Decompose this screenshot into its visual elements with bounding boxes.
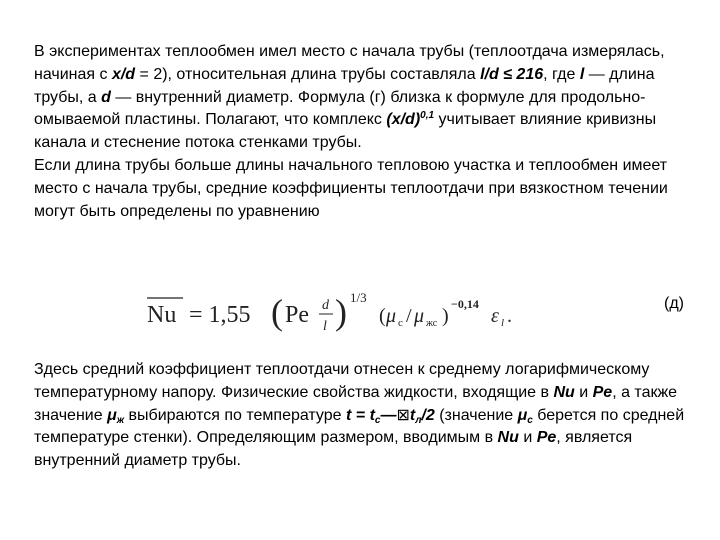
- term-nu: Nu: [553, 383, 575, 401]
- text-run: — внутренний диаметр. Формула (г) близка к формуле для продольно-омываемой пластины. Полагают, что комплекс: [34, 88, 646, 129]
- term-le-216: ≤ 216: [498, 65, 544, 83]
- text-run: (значение: [434, 406, 518, 424]
- text-run: учитывает влияние кривизны канала и стеснение потока стенками трубы.: [34, 111, 657, 152]
- missing-glyph-box: ⊠: [396, 406, 410, 424]
- left-paren-mu: (: [379, 305, 386, 327]
- text-run: выбираются по температуре: [124, 406, 346, 424]
- paragraph-experiments: [34, 41, 702, 155]
- text-run: и: [518, 429, 537, 447]
- right-paren-mu: ): [442, 305, 449, 327]
- text-run: = 2), относительная длина трубы составляла: [135, 65, 481, 83]
- term-l-over-d: l/d: [480, 65, 499, 83]
- mu-c-subscript: c: [398, 317, 403, 329]
- mu-c-subscript: c: [527, 414, 533, 426]
- text-run: берется по средней температуре стенки). Определяющим размером, вводимым в: [34, 406, 685, 447]
- text-run: и: [574, 383, 593, 401]
- term-t-equals: t = t: [346, 406, 375, 424]
- text-run: , где: [543, 65, 580, 83]
- term-l: l: [579, 65, 585, 83]
- text-run: Здесь средний коэффициент теплоотдачи отнесен к среднему логарифмическому температурному напору. Физические свойства жидкости, входящие в: [34, 361, 650, 401]
- term-div-2: /2: [421, 406, 435, 424]
- equation-graphic: [145, 288, 565, 338]
- equation-label: (д): [664, 295, 684, 312]
- equals-coefficient: = 1,55: [189, 302, 251, 328]
- term-x-over-d: x/d: [111, 65, 136, 83]
- term-t-l: t: [409, 406, 416, 424]
- fraction-denominator: l: [323, 319, 327, 334]
- slash: /: [406, 305, 412, 327]
- t-subscript-c: c: [374, 414, 381, 426]
- term-mu: μ: [107, 406, 117, 424]
- equation-d: [145, 288, 565, 338]
- text-block-explanation: [34, 359, 702, 473]
- mu-zh-symbol: μ: [414, 305, 425, 327]
- mu-c-symbol: μ: [386, 305, 397, 327]
- fraction-numerator: d: [322, 298, 329, 313]
- term-d: d: [101, 88, 111, 106]
- left-paren: (: [271, 292, 283, 332]
- nu-symbol: Nu: [147, 302, 177, 328]
- paragraph-explanation: [34, 359, 702, 473]
- text-run: , а также значение: [34, 383, 678, 424]
- text-run: В экспериментах теплообмен имел место с начала трубы (теплоотдача измерялась, начиная с: [34, 43, 665, 83]
- exponent-one-third: 1/3: [350, 290, 367, 305]
- exponent-neg-014: −0,14: [451, 297, 479, 311]
- text-run: — длина трубы, а: [34, 65, 655, 106]
- formula-period: .: [507, 305, 512, 327]
- term-complex: (x/d): [386, 111, 421, 129]
- epsilon-symbol: ε: [491, 305, 499, 327]
- t-subscript-l: л: [415, 414, 422, 426]
- epsilon-subscript: l: [501, 317, 505, 329]
- right-paren: ): [335, 292, 347, 332]
- term-mu-c: μ: [517, 406, 528, 424]
- paragraph-long-pipe: Если длина трубы больше длины начального тепловою участка и теплообмен имеет место с начала трубы, средние коэффициенты теплоотдачи при вязкостном течении могут быть определены по уравнению: [34, 156, 668, 220]
- complex-exponent: 0,1: [420, 110, 435, 122]
- mu-zh-subscript: жс: [426, 318, 438, 329]
- pe-symbol: Pe: [285, 302, 309, 328]
- text-run: , является внутренний диаметр трубы.: [34, 429, 633, 470]
- text-block-intro: [34, 41, 702, 223]
- term-nu: Nu: [497, 429, 519, 447]
- term-dash: —: [380, 406, 397, 424]
- mu-subscript: ж: [116, 414, 125, 426]
- term-pe: Pe: [536, 429, 557, 447]
- term-pe: Pe: [592, 383, 613, 401]
